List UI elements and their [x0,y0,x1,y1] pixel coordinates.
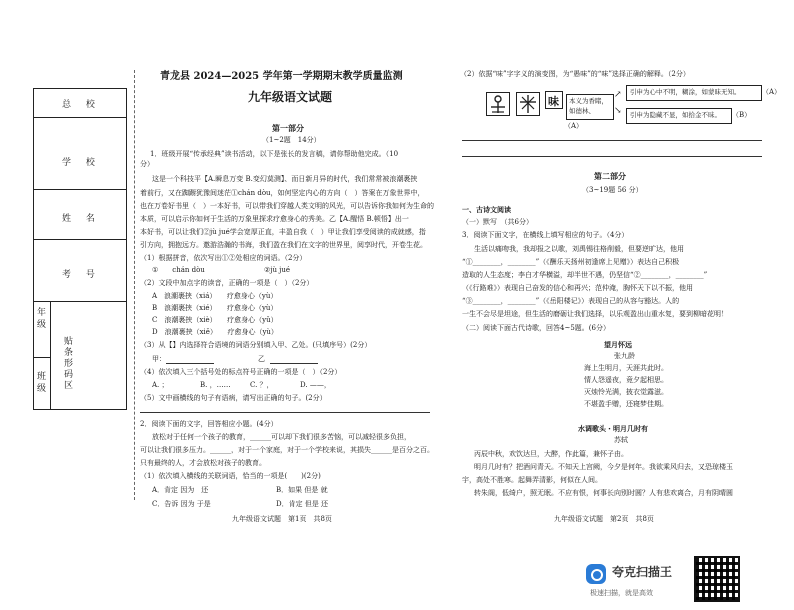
q1-4-option: D. ——， [300,381,331,389]
arrow-right-icon: ↘ [614,106,622,116]
q1-intro: 1．班级开展“传承经典”读书活动，以下是张长的发言稿，请你帮助他完成。（10 [150,150,399,158]
q2-1-option: A．肯定 因为 还 [152,486,209,494]
q1-4-option: C. ？， [250,381,274,389]
q2-1: （1）依次填入横线的关联词语，恰当的一项是( )(2分) [140,472,321,480]
arrow-right-icon: ↗ [614,90,622,100]
poem2-line: 丙辰中秋，欢饮达旦，大醉，作此篇，兼怀子由。 [474,450,628,458]
school-label: 学 校 [62,158,101,168]
wei-character: 味 [548,95,559,108]
section1-title: 一、古诗文阅读 [462,205,511,214]
scanner-brand: 夸克扫描王 [612,565,673,579]
q2-passage-line: 只有最终的人，才会放松对孩子的教育。 [140,459,266,467]
passage-line: 引方向，拥抱远方。邀游浩瀚的书海，我们盈在我们在文字的世界里，阅享时代，开卷生花。 [140,241,427,249]
grade-label: 年 级 [37,308,47,330]
definition-text: 本义为香睹， [569,97,608,105]
q1-2-option: A 浪潮裹挟（xiá） 疗愈身心（yù） [152,292,278,300]
poem1-line: 海上生明月，天涯共此时。 [584,364,668,372]
q1-5: （5）文中画横线的句子有语病，请写出正确的句子。(2分） [140,394,327,402]
q2-2: （2）依据“味”字字义的演变图，为“愚味”的“味”选择正确的解释。（2分） [460,70,690,78]
q1-4: （4）依次填入三个括号处的标点符号正确的一项是（ ）（2分） [140,368,342,376]
option-a-text: 引申为心中不明，糊涂，如蒙昧无知。 [630,88,741,96]
poem2-line: 转朱阁，低绮户，照无眠。不应有恨，何事长向别时圆？人有悲欢离合，月有阴晴圆 [474,489,733,497]
poem1-line: 灭烛怜光满，披衣觉露滋。 [584,388,668,396]
footer-page1: 九年级语文试题 第1页 共8页 [232,515,332,523]
q3-line: 造取的人生态度；李白才华横溢，却半世不遇，仍坚信“②________，________” [462,271,708,279]
option-b-label: （B） [732,111,752,119]
barcode-area-label: 贴 条 形 码 区 [64,337,74,391]
poem2-line: 明月几时有？把酒问青天。不知天上宫阙，今夕是何年。我欲乘风归去，又恐琼楼玉 [474,463,733,471]
exam-subtitle: 九年级语文试题 [248,90,333,104]
option-a-label: （A） [762,88,782,96]
seal-glyph-icon [516,92,540,116]
poem2-title: 水调歌头・明月几时有 [578,424,648,433]
sub2-title: （二）阅读下面古代诗歌，回答4~5题。(6分） [462,324,610,332]
q2-1-option: D．肯定 但是 还 [276,500,329,508]
school-total-label: 总 校 [62,100,101,110]
q1-3-fill-b: 乙 [258,355,265,363]
q1-intro-2: 分） [140,160,154,168]
class-label: 班 级 [37,372,47,394]
poem1-title: 望月怀远 [604,340,632,349]
q3-line: “①________，________”（《酬乐天扬州初逢席上见赠》）表达自己积极 [462,258,680,266]
q3-line: （《行路难》）表现自己奋发的信心和再兴；范仲淹，胸怀天下以不振，他用 [462,284,693,292]
student-info-box [33,88,127,410]
binding-line [134,70,135,500]
q1-4-option: A. ； [152,381,169,389]
passage-line: 也在万卷好书里（ ）一本好书，可以带我们穿越人类文明的风光，可以告诉你我如何为生命的 [140,202,434,210]
q3-line: 生活以痛吻我，我却报之以歌，刘禹锡往格削毅，但要逆旷达，他用 [474,245,684,253]
q2-1-option: B．如果 但是 就 [276,486,328,494]
qr-code-icon [694,556,740,602]
q1-2-option: D 浪潮裹挟（xiě） 疗愈身心（yù） [152,328,278,336]
name-label: 姓 名 [62,214,101,224]
exam-title: 青龙县 2024—2025 学年第一学期期末教学质量监测 [160,71,403,82]
q1-2: （2）文段中加点字的读音，正确的一项是（ ）（2分） [140,279,314,287]
sub1-title: （一）默写 （共6分） [462,218,533,226]
part2-sub: （3~19题 56 分） [582,186,643,194]
passage-line: 这是一个科技平【A.瞬息万变 B.变幻莫测】、而日新月异的时代，我们常常被浪潮裹挟 [152,175,418,183]
poem2-author: 苏轼 [614,436,628,444]
q2-intro: 2．阅读下面的文字，回答相应小题。(4分） [140,420,278,428]
q3-line: 一生不会尽是坦途，但生活的磨砺让我们选择，以乐观盈出山重水复，要到柳暗花明！ [462,310,728,318]
scanner-logo-icon [586,564,606,584]
q1-1: （1）根据拼音，依次写出①②处相应的词语。（2分） [140,254,307,262]
q1-1-item: ① chán dòu [152,266,205,274]
q1-3: （3）从【】内选择符合语境的词语分别填入甲、乙处。(只填序号）(2分） [140,341,372,349]
definition-text-2: 如德林、 [569,107,595,115]
q2-passage-line: 可以让我们很多压力。______，对于一个家庭，对于一个学校来说，其损失______是百分之百。 [140,446,434,454]
poem1-author: 张九龄 [614,352,635,360]
footer-page2: 九年级语文试题 第2页 共8页 [554,515,654,523]
q3: 3．阅读下面文字，在横线上填写相应的句子。（4分） [462,231,629,239]
poem1-line: 情人怨遥夜，竟夕起相思。 [584,376,668,384]
option-b-text: 引申为隐藏不显，如拾金不昧。 [630,111,721,119]
scanner-slogan: 极速扫描，就是高效 [590,589,653,597]
q2-passage-line: 放松对于任何一个孩子的教育，______可以却下我们很多苦恼，可以减轻很多负担， [152,433,411,441]
part2-heading: 第二部分 [594,171,626,181]
oracle-glyph-icon [486,92,510,116]
passage-line: 着前行，又在踟蹰犹豫间迷茫①chán dòu，如何坚定内心的方向（ ）答案在万象世界中， [140,189,425,197]
part1-heading: 第一部分 [272,123,304,133]
passage-line: 本质，可以启示你如何于生活的万象里探求疗愈身心的秀美。乙【A.醒悟 B.顿悟】出一 [140,215,409,223]
q1-1-item: ②jù jué [264,266,291,274]
q1-2-option: C 浪潮裹挟（xiè） 疗愈身心（yǔ） [152,316,278,324]
exam-no-label: 考 号 [62,270,101,280]
q1-4-option: B. ，…… [200,381,231,389]
passage-line: 本好书，可以让我们②jù jué学会宽厚正直，丰盈自我（ ）甲让我们享受阅读的成就感，指 [140,228,426,236]
poem2-line: 宇，高处不胜寒。起舞弄清影，何似在人间。 [462,476,602,484]
part1-sub: （1~2题 14分） [262,136,321,144]
option-label-a-bottom: （A） [564,122,584,130]
q2-1-option: C．告诉 因为 于是 [152,500,211,508]
q1-2-option: B 浪潮裹挟（xié） 疗愈身心（yù） [152,304,278,312]
q1-3-fill-a: 甲： [152,355,166,363]
q3-line: “③________，________”（《岳阳楼记》）表现自己的从容与豁达。人的 [462,297,680,305]
poem1-line: 不堪盈手赠，还寝梦佳期。 [584,400,668,408]
